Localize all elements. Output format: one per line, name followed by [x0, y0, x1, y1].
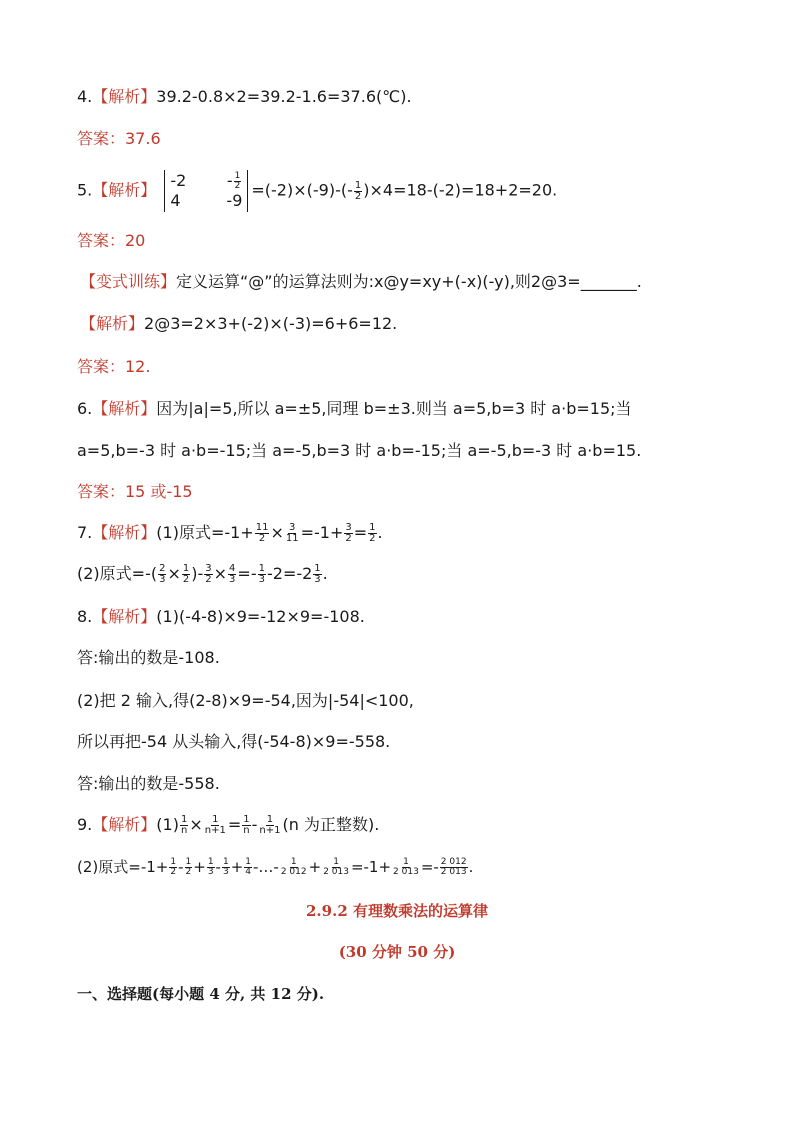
- sign: +: [193, 858, 206, 876]
- equals: =-1+: [300, 523, 344, 542]
- variant-tag: 【变式训练】: [80, 272, 177, 291]
- ellipsis: -…-: [253, 858, 279, 876]
- frac-num: 1: [222, 857, 229, 867]
- frac-den: 2: [369, 533, 376, 544]
- frac-den: n: [180, 825, 188, 836]
- analysis-tag: 【解析】: [80, 314, 145, 333]
- q9-part1: [77, 814, 379, 836]
- frac-num: 4: [229, 563, 236, 574]
- frac-num: 1: [245, 857, 252, 867]
- section-title: 2.9.2 有理数乘法的运算律: [306, 902, 488, 920]
- close-paren: )-: [191, 564, 204, 583]
- q5-fraction: [354, 181, 362, 202]
- det-b: [204, 171, 242, 191]
- equals: =-: [237, 564, 257, 583]
- sign: +: [308, 858, 322, 876]
- frac-den: 2 013: [440, 867, 467, 877]
- frac-num: 1: [290, 857, 297, 867]
- fraction: [285, 523, 300, 544]
- q9-p1-end: (n 为正整数).: [282, 815, 380, 834]
- fraction: [392, 858, 420, 877]
- q7-p2-mid: -2=-2: [266, 564, 313, 583]
- frac-num: 1: [182, 563, 190, 574]
- sign: -: [215, 858, 221, 876]
- fraction: [222, 858, 230, 877]
- det-a: -2: [170, 171, 187, 190]
- frac-num: 1: [333, 857, 339, 867]
- period: .: [468, 858, 474, 876]
- fraction: [204, 815, 227, 836]
- frac-num: 1: [243, 814, 250, 825]
- q9-number: 9.: [77, 815, 93, 834]
- variant-solution-text: 2@3=2×3+(-2)×(-3)=6+6=12.: [144, 314, 398, 333]
- times-sign: ×: [270, 523, 284, 542]
- frac-den: n: [243, 825, 250, 836]
- variant-question: [80, 271, 642, 293]
- q9-part2: [77, 856, 473, 878]
- period: .: [377, 523, 383, 542]
- determinant: [164, 170, 248, 212]
- q5-number: 5.: [77, 180, 93, 200]
- fraction: [313, 564, 321, 585]
- frac-num: 11: [255, 522, 269, 533]
- frac-num: 1: [314, 563, 321, 574]
- q4-number: 4.: [77, 87, 93, 106]
- analysis-tag: 【解析】: [92, 87, 157, 106]
- part-one-heading: 一、选择题(每小题 4 分, 共 12 分).: [77, 985, 325, 1003]
- fraction: [207, 858, 215, 877]
- period: .: [322, 564, 328, 583]
- frac-den: 3: [314, 574, 321, 585]
- sign: +: [230, 858, 244, 876]
- frac-num: 3: [345, 522, 352, 533]
- q7-number: 7.: [77, 523, 93, 542]
- q5-answer: 答案：20: [77, 231, 146, 250]
- q8-line5: 答:输出的数是-558.: [77, 774, 220, 793]
- fraction: [258, 815, 281, 836]
- q7-p2-pre: (2)原式=-(: [77, 564, 158, 583]
- q6-answer: 答案：15 或-15: [77, 482, 193, 501]
- frac-num: 1: [266, 814, 274, 825]
- frac-den: 3: [159, 574, 166, 585]
- frac-den: 2 013: [323, 867, 349, 877]
- det-b-fraction: [234, 172, 242, 191]
- frac-den: 2 013: [393, 867, 419, 877]
- frac-den: 3: [222, 867, 229, 877]
- fraction: [440, 858, 468, 877]
- analysis-tag: 【解析】: [92, 607, 157, 626]
- analysis-tag: 【解析】: [92, 815, 157, 834]
- q6-line1-text: 因为|a|=5,所以 a=±5,同理 b=±3.则当 a=5,b=3 时 a·b=15;当: [156, 399, 632, 418]
- q5-pre: =(-2)×(-9)-(-: [251, 180, 353, 200]
- q8-number: 8.: [77, 607, 93, 626]
- fraction: [185, 858, 193, 877]
- q8-line1: [77, 606, 365, 628]
- fraction: [228, 564, 236, 585]
- q8-line1-text: (1)(-4-8)×9=-12×9=-108.: [156, 607, 365, 626]
- fraction: [280, 858, 308, 877]
- q8-line3: (2)把 2 输入,得(2-8)×9=-54,因为|-54|<100,: [77, 691, 414, 710]
- q4-solution: [77, 86, 412, 108]
- frac-den: 3: [229, 574, 236, 585]
- frac-num: 3: [289, 522, 296, 533]
- frac-den: 2 012: [280, 867, 307, 877]
- det-d: -9: [226, 191, 243, 210]
- frac-den: 3: [258, 574, 265, 585]
- frac-den: 2: [182, 574, 190, 585]
- q8-line4: 所以再把-54 从头输入,得(-54-8)×9=-558.: [77, 732, 391, 751]
- frac-den: 3: [207, 867, 214, 877]
- fraction: [182, 564, 190, 585]
- fraction: [244, 858, 252, 877]
- analysis-tag: 【解析】: [92, 523, 157, 542]
- q6-line2: a=5,b=-3 时 a·b=-15;当 a=-5,b=3 时 a·b=-15;当 a=-5,b=-3 时 a·b=15.: [77, 441, 642, 460]
- frac-num: 2 012: [440, 857, 467, 867]
- frac-num: 1: [403, 857, 409, 867]
- det-b-sign: -: [226, 171, 233, 190]
- fraction: [344, 523, 352, 544]
- fraction: [158, 564, 166, 585]
- analysis-tag: 【解析】: [92, 399, 157, 418]
- fraction: [204, 564, 212, 585]
- frac-den: 11: [285, 533, 299, 544]
- q4-text: 39.2-0.8×2=39.2-1.6=37.6(℃).: [156, 87, 412, 106]
- q6-line1: [77, 398, 632, 420]
- frac-num: 1: [170, 857, 177, 867]
- equals: =-1+: [350, 858, 392, 876]
- equals: =: [227, 815, 242, 834]
- section-time: (30 分钟 50 分): [338, 943, 456, 961]
- variant-answer: 答案：12.: [77, 357, 151, 376]
- variant-question-text: 定义运算“@”的运算法则为:x@y=xy+(-x)(-y),则2@3=_______.: [176, 272, 642, 291]
- times-sign: ×: [213, 564, 228, 583]
- frac-den: n+1: [204, 825, 226, 836]
- frac-den: 4: [245, 867, 252, 877]
- det-c: 4: [170, 191, 181, 210]
- fraction: [255, 523, 270, 544]
- times-sign: ×: [167, 564, 181, 583]
- frac-num: 1: [212, 814, 219, 825]
- q8-line2: 答:输出的数是-108.: [77, 648, 220, 667]
- q6-number: 6.: [77, 399, 93, 418]
- frac-num: 3: [205, 563, 212, 574]
- fraction: [242, 815, 250, 836]
- equals: =: [353, 523, 368, 542]
- equals: =-: [420, 858, 439, 876]
- frac-num: 1: [180, 814, 188, 825]
- minus-sign: -: [251, 815, 258, 834]
- fraction: [258, 564, 266, 585]
- q5-solution: [77, 170, 557, 212]
- frac-den: 2: [345, 533, 352, 544]
- q9-p2-pre: (2)原式=-1+: [77, 858, 169, 876]
- q5-frac-num: 1: [354, 179, 362, 191]
- analysis-tag: 【解析】: [92, 180, 157, 200]
- det-b-den: 2: [234, 181, 241, 191]
- q7-part1: [77, 522, 383, 544]
- frac-den: 2: [258, 533, 266, 544]
- sign: -: [178, 858, 184, 876]
- frac-num: 1: [369, 522, 376, 533]
- frac-den: 2: [185, 867, 192, 877]
- fraction: [368, 523, 376, 544]
- det-b-num: 1: [234, 171, 241, 181]
- frac-den: 2: [205, 574, 212, 585]
- variant-solution: [80, 313, 397, 335]
- fraction: [169, 858, 177, 877]
- q7-part2: [77, 563, 328, 585]
- frac-num: 1: [258, 563, 265, 574]
- frac-num: 2: [159, 563, 166, 574]
- fraction: [322, 858, 350, 877]
- fraction: [180, 815, 188, 836]
- frac-num: 1: [207, 857, 214, 867]
- times-sign: ×: [189, 815, 203, 834]
- q5-post: )×4=18-(-2)=18+2=20.: [363, 180, 558, 200]
- q5-frac-den: 2: [354, 190, 362, 202]
- q4-answer: 答案：37.6: [77, 129, 161, 148]
- frac-den: 2: [170, 867, 177, 877]
- frac-num: 1: [185, 857, 192, 867]
- q9-p1-pre: (1): [156, 815, 179, 834]
- frac-den: n+1: [259, 825, 281, 836]
- q7-p1-pre: (1)原式=-1+: [156, 523, 254, 542]
